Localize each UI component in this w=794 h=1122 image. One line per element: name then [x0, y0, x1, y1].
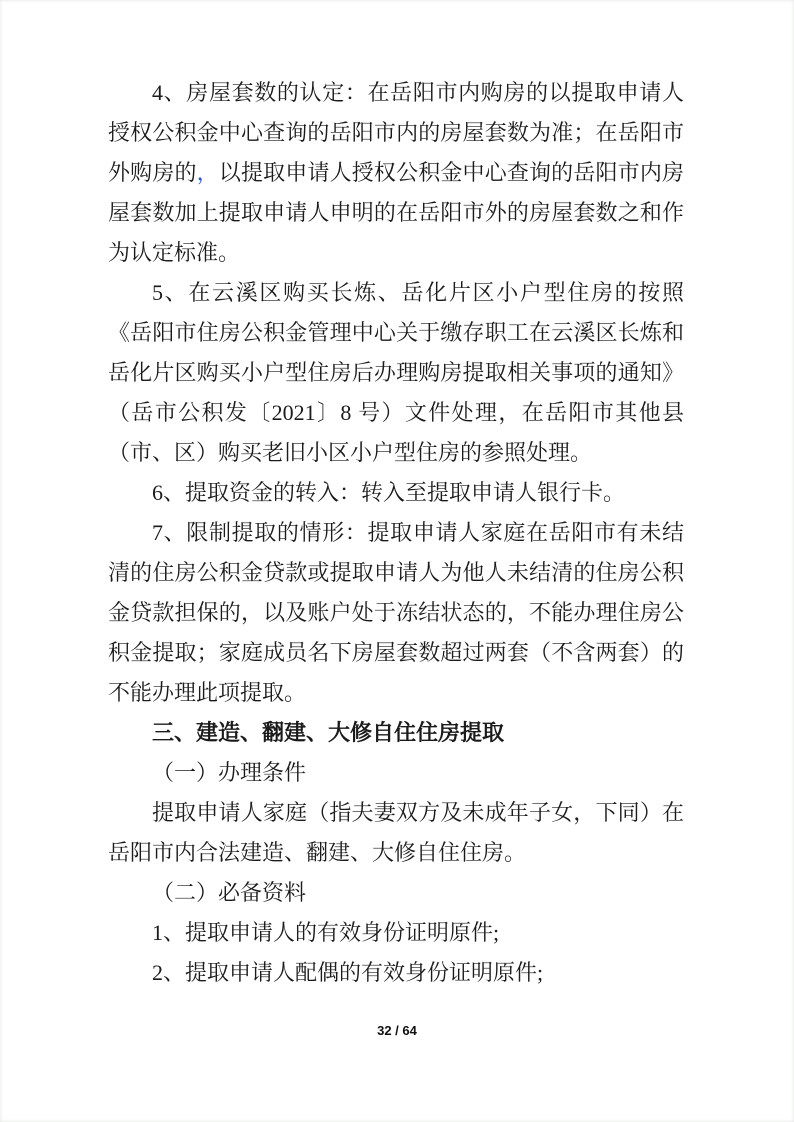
paragraph-6-fund-transfer	[108, 473, 684, 513]
subsection-2-label-required-materials	[108, 873, 684, 913]
text-run: 4、房屋套数的认定：在岳阳市内购房的以提取申请人授权公积金中心查询的岳阳市内的房屋套数为准；在岳阳市外购房的	[108, 80, 684, 185]
highlighted-text-run: ，	[196, 160, 219, 185]
text-run: 7、限制提取的情形：提取申请人家庭在岳阳市有未结清的住房公积金贷款或提取申请人为他人未结清的住房公积金贷款担保的，以及账户处于冻结状态的，不能办理住房公积金提取；家庭成员名下房屋套数超过两套（不含两套）的不能办理此项提取。	[108, 520, 684, 705]
text-run: 提取申请人家庭（指夫妻双方及未成年子女，下同）在岳阳市内合法建造、翻建、大修自住住房。	[108, 800, 684, 865]
document-body	[108, 73, 684, 993]
paragraph-5-yunxi-district-small-housing	[108, 273, 684, 473]
material-item-1-applicant-id	[108, 913, 684, 953]
paragraph-7-withdrawal-restrictions	[108, 513, 684, 713]
subsection-1-label-conditions	[108, 753, 684, 793]
page-number: 32 / 64	[377, 1023, 417, 1038]
page-footer	[0, 1022, 794, 1040]
text-run: （一）办理条件	[152, 760, 307, 785]
section-3-heading-build-rebuild-repair	[108, 713, 684, 753]
paragraph-conditions-family-definition	[108, 793, 684, 873]
paragraph-4-house-count-determination	[108, 73, 684, 273]
material-item-2-spouse-id	[108, 953, 684, 993]
text-run: 5、在云溪区购买长炼、岳化片区小户型住房的按照《岳阳市住房公积金管理中心关于缴存职工在云溪区长炼和岳化片区购买小户型住房后办理购房提取相关事项的通知》（岳市公积发〔2021〕8 号）文件处理，在岳阳市其他县（市、区）购买老旧小区小户型住房的参照处理。	[108, 280, 684, 465]
text-run: 2、提取申请人配偶的有效身份证明原件;	[152, 960, 544, 985]
text-run: 6、提取资金的转入：转入至提取申请人银行卡。	[152, 480, 626, 505]
text-run: 1、提取申请人的有效身份证明原件;	[152, 920, 500, 945]
text-run: 三、建造、翻建、大修自住住房提取	[152, 720, 505, 745]
text-run: 以提取申请人授权公积金中心查询的岳阳市内房屋套数加上提取申请人申明的在岳阳市外的房屋套数之和作为认定标准。	[108, 160, 684, 265]
text-run: （二）必备资料	[152, 880, 307, 905]
